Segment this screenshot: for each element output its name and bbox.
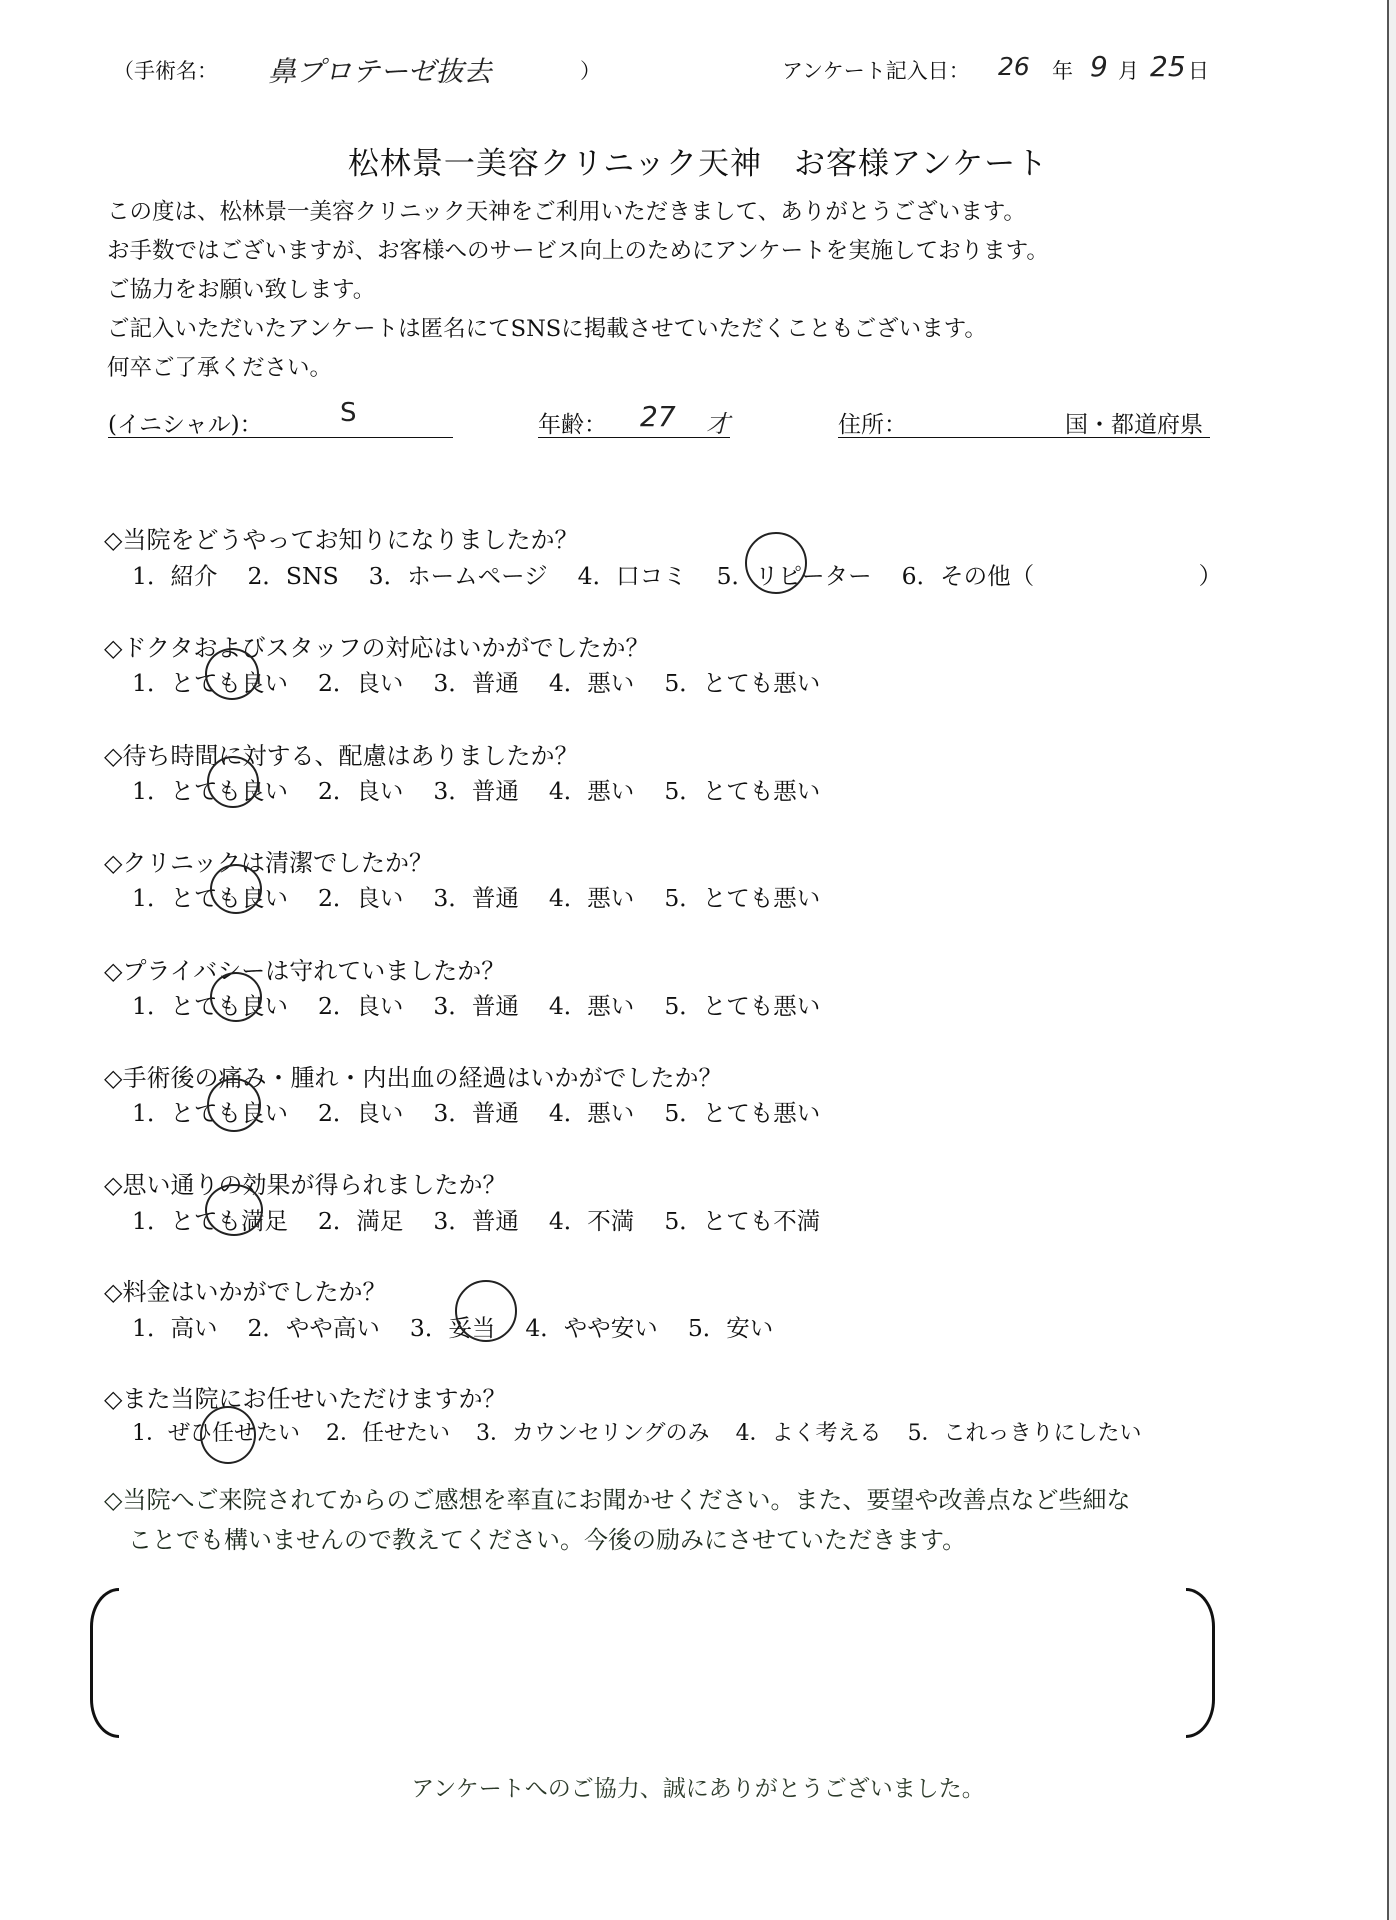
option-think-about-it[interactable]: 4．よく考える [735,1421,882,1446]
date-day-handwritten[interactable]: 25 [1150,50,1186,83]
option-somewhat-cheap[interactable]: 4．やや安い [525,1314,658,1342]
date-year-unit: 年 [1052,59,1073,83]
selection-circle-cleanliness [210,864,262,914]
selection-circle-price [455,1280,517,1342]
survey-title: 松林景一美容クリニック天神 お客様アンケート [347,146,1049,182]
intro-line: ご記入いただいたアンケートは匿名にてSNSに掲載させていただくこともございます。 [107,316,987,342]
option-average[interactable]: 3．普通 [433,1207,519,1235]
option-bad[interactable]: 4．悪い [548,1099,635,1127]
option-counseling-only[interactable]: 3．カウンセリングのみ [476,1421,710,1446]
option-cheap[interactable]: 5．安い [687,1314,774,1342]
initial-underline [108,437,453,438]
procedure-close-paren: ） [580,59,601,83]
option-good[interactable]: 2．良い [317,669,404,697]
intro-text [107,193,1049,388]
address-underline [838,437,1210,438]
address-suffix: 国・都道府県 [1065,412,1203,438]
option-bad[interactable]: 4．悪い [548,777,635,805]
question-cleanliness: ◇クリニックは清潔でしたか？ [104,849,434,877]
option-very-bad[interactable]: 5．とても悪い [664,992,821,1020]
option-unsatisfied[interactable]: 4．不満 [548,1207,635,1235]
option-very-bad[interactable]: 5．とても悪い [664,884,821,912]
selection-circle-return [200,1406,256,1464]
option-very-good[interactable]: 1．とても良い [132,992,288,1020]
intro-line: この度は、松林景一美容クリニック天神をご利用いただきまして、ありがとうございます。 [107,199,1026,225]
option-average[interactable]: 3．普通 [433,669,519,697]
question-results: ◇思い通りの効果が得られましたか？ [104,1171,507,1199]
option-bad[interactable]: 4．悪い [548,669,635,697]
option-average[interactable]: 3．普通 [433,777,519,805]
option-somewhat-expensive[interactable]: 2．やや高い [247,1314,380,1342]
date-year-handwritten[interactable]: 26 [998,52,1030,81]
selection-circle-staff [205,648,259,700]
option-very-good[interactable]: 1．とても良い [132,669,288,697]
initial-label: (イニシャル)： [108,412,263,438]
option-very-bad[interactable]: 5．とても悪い [664,777,821,805]
question-privacy: ◇プライバシーは守れていましたか？ [104,957,506,985]
address-label: 住所： [838,412,907,438]
option-good[interactable]: 2．良い [317,1099,404,1127]
option-bad[interactable]: 4．悪い [548,884,635,912]
date-month-handwritten[interactable]: 9 [1090,50,1108,83]
option-average[interactable]: 3．普通 [433,884,519,912]
option-definitely[interactable]: 1．ぜひ任せたい [132,1421,300,1446]
procedure-label: （手術名： [113,59,218,83]
question-return: ◇また当院にお任せいただけますか？ [104,1385,507,1413]
option-homepage[interactable]: 3．ホームページ [368,562,548,590]
option-very-good[interactable]: 1．とても良い [132,1099,288,1127]
option-referral[interactable]: 1．紹介 [132,562,218,590]
option-would-entrust[interactable]: 2．任せたい [326,1421,450,1446]
comment-prompt-line: ◇当院へご来院されてからのご感想を率直にお聞かせください。また、要望や改善点など些細な [104,1486,1131,1514]
option-very-good[interactable]: 1．とても良い [132,884,288,912]
question-price: ◇料金はいかがでしたか？ [104,1278,387,1306]
selection-circle-recovery [207,1078,261,1132]
intro-line: 何卒ご了承ください。 [107,355,333,381]
option-very-satisfied[interactable]: 1．とても満足 [132,1207,288,1235]
date-month-unit: 月 [1118,59,1139,83]
age-unit: 才 [706,410,730,438]
date-day-unit: 日 [1188,59,1209,83]
thanks-message: アンケートへのご協力、誠にありがとうございました。 [411,1776,985,1802]
option-repeater[interactable]: 5．リピーター [716,562,872,590]
options-how-found [132,557,1252,591]
selection-circle-privacy [210,972,262,1022]
question-recovery: ◇手術後の痛み・腫れ・内出血の経過はいかがでしたか？ [104,1064,723,1092]
option-average[interactable]: 3．普通 [433,992,519,1020]
scan-edge [1387,0,1396,1920]
option-average[interactable]: 3．普通 [433,1099,519,1127]
option-bad[interactable]: 4．悪い [548,992,635,1020]
survey-date-label: アンケート記入日： [782,59,970,83]
option-word-of-mouth[interactable]: 4．口コミ [577,562,687,590]
selection-circle-waiting [207,756,259,808]
option-sns[interactable]: 2．SNS [247,562,339,590]
question-waiting-time: ◇待ち時間に対する、配慮はありましたか？ [104,742,579,770]
initial-handwritten-value[interactable]: S [340,398,357,428]
intro-line: お手数ではございますが、お客様へのサービス向上のためにアンケートを実施しております。 [107,238,1049,264]
option-other[interactable]: 6．その他（ ） [901,562,1223,590]
selection-circle-results [205,1184,263,1236]
option-never-again[interactable]: 5．これっきりにしたい [907,1421,1142,1446]
option-reasonable[interactable]: 3．妥当 [409,1314,496,1342]
option-expensive[interactable]: 1．高い [132,1314,218,1342]
age-handwritten-value[interactable]: 27 [640,400,676,433]
option-very-good[interactable]: 1．とても良い [132,777,288,805]
intro-line: ご協力をお願い致します。 [107,277,376,303]
option-good[interactable]: 2．良い [317,884,404,912]
option-very-unsatisfied[interactable]: 5．とても不満 [664,1207,821,1235]
option-very-bad[interactable]: 5．とても悪い [664,1099,821,1127]
comment-box-right-bracket [1186,1588,1215,1738]
selection-circle-repeater [745,532,807,594]
option-very-bad[interactable]: 5．とても悪い [664,669,821,697]
age-underline [538,437,730,438]
options-return [132,1416,1142,1447]
procedure-handwritten-value[interactable]: 鼻プロテーゼ抜去 [268,55,492,88]
question-how-found: ◇当院をどうやってお知りになりましたか？ [104,526,579,554]
question-staff-response: ◇ドクタおよびスタッフの対応はいかがでしたか？ [104,634,650,662]
option-satisfied[interactable]: 2．満足 [317,1207,404,1235]
age-label: 年齢： [538,412,607,438]
option-good[interactable]: 2．良い [317,777,404,805]
comment-prompt-line: ことでも構いませんので教えてください。今後の励みにさせていただきます。 [128,1526,967,1554]
comment-box-left-bracket [90,1588,119,1738]
comment-prompt [104,1480,1130,1560]
option-good[interactable]: 2．良い [317,992,404,1020]
comment-textarea[interactable] [130,1600,1180,1720]
